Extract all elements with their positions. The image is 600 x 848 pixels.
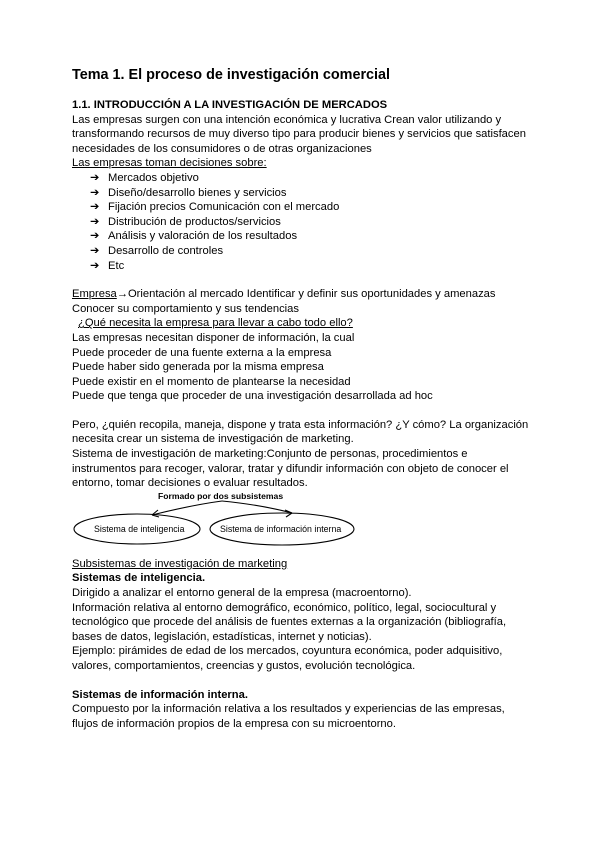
empresa-line-2: Conocer su comportamiento y sus tendencias [72,302,299,315]
info-line: Puede que tenga que proceder de una investigación desarrollada ad hoc [72,390,433,403]
arrow-icon: ➔ [90,215,100,228]
info-line: Las empresas necesitan disponer de información, la cual [72,331,355,344]
list-item: ➔ Diseño/desarrollo bienes y servicios [90,186,287,199]
subsystems-heading: Subsistemas de investigación de marketing [72,557,288,570]
info-paragraph-2: Sistema de investigación de marketing:Conjunto de personas, procedimientos e instrumentos para recoger, valorar, tratar y difundir información con objeto de conocer el entorno, tomar decisiones o evaluar resultados. [72,448,509,490]
arrow-icon: ➔ [90,186,100,199]
diagram-node-internal: Sistema de información interna [220,523,342,534]
section-heading: 1.1. INTRODUCCIÓN A LA INVESTIGACIÓN DE MERCADOS [72,99,388,111]
arrow-left-line [152,501,222,515]
arrow-right-line [222,501,292,513]
document-page [72,66,530,731]
arrow-icon: ➔ [90,244,100,257]
diagram-caption: Formado por dos subsistemas [158,490,284,501]
info-line: Puede existir en el momento de plantearse la necesidad [72,375,351,388]
intelligence-p1: Dirigido a analizar el entorno general de la empresa (macroentorno). [72,587,412,600]
list-item: ➔ Desarrollo de controles [90,244,224,257]
info-paragraph-1: Pero, ¿quién recopila, maneja, dispone y trata esta información? ¿Y cómo? La organización necesita crear un sistema de investigación de marketing. [72,418,529,446]
list-item: ➔ Mercados objetivo [90,171,199,184]
intelligence-p3: Ejemplo: pirámides de edad de los mercados, coyuntura económica, poder adquisitivo, valores, comportamientos, creencias y gustos, evolución tecnológica. [72,645,503,672]
empresa-line: Empresa→Orientación al mercado Identificar y definir sus oportunidades y amenazas [72,288,496,301]
arrow-icon: ➔ [90,259,100,272]
intelligence-heading: Sistemas de inteligencia. [72,572,206,585]
list-item: ➔ Fijación precios Comunicación con el mercado [90,201,340,214]
subsystems-diagram [72,491,362,551]
arrow-icon: ➔ [90,230,100,243]
decisions-list [72,171,530,273]
page-title: Tema 1. El proceso de investigación comercial [72,67,391,83]
decisions-heading: Las empresas toman decisiones sobre: [72,157,267,170]
arrow-icon: ➔ [90,171,100,184]
intelligence-p2: Información relativa al entorno demográfico, económico, político, legal, sociocultural y tecnológico que procede del análisis de fuentes externas a la organización (bibliografía, bases de datos, legislación, estadísticas, internet y noticias). [72,601,507,643]
internal-p1: Compuesto por la información relativa a los resultados y experiencias de las empresas, flujos de información propios de la empresa con su microentorno. [72,703,505,730]
list-item: ➔ Distribución de productos/servicios [90,215,281,228]
empresa-label: Empresa [72,288,117,301]
info-line: Puede haber sido generada por la misma empresa [72,361,324,374]
arrow-icon: ➔ [90,201,100,214]
intro-paragraph: Las empresas surgen con una intención económica y lucrativa Crean valor utilizando y transformando recursos de muy diverso tipo para producir bienes y servicios que satisfacen necesidades de los consumidores o de otras organizaciones [72,113,526,155]
right-arrow-icon: → [116,288,128,301]
info-line: Puede proceder de una fuente externa a la empresa [72,346,332,359]
list-item: ➔ Análisis y valoración de los resultados [90,230,298,243]
internal-heading: Sistemas de información interna. [72,688,248,701]
question-line: ¿Qué necesita la empresa para llevar a cabo todo ello? [78,317,353,330]
diagram-node-intelligence: Sistema de inteligencia [94,523,185,534]
list-item: ➔ Etc [90,259,125,272]
